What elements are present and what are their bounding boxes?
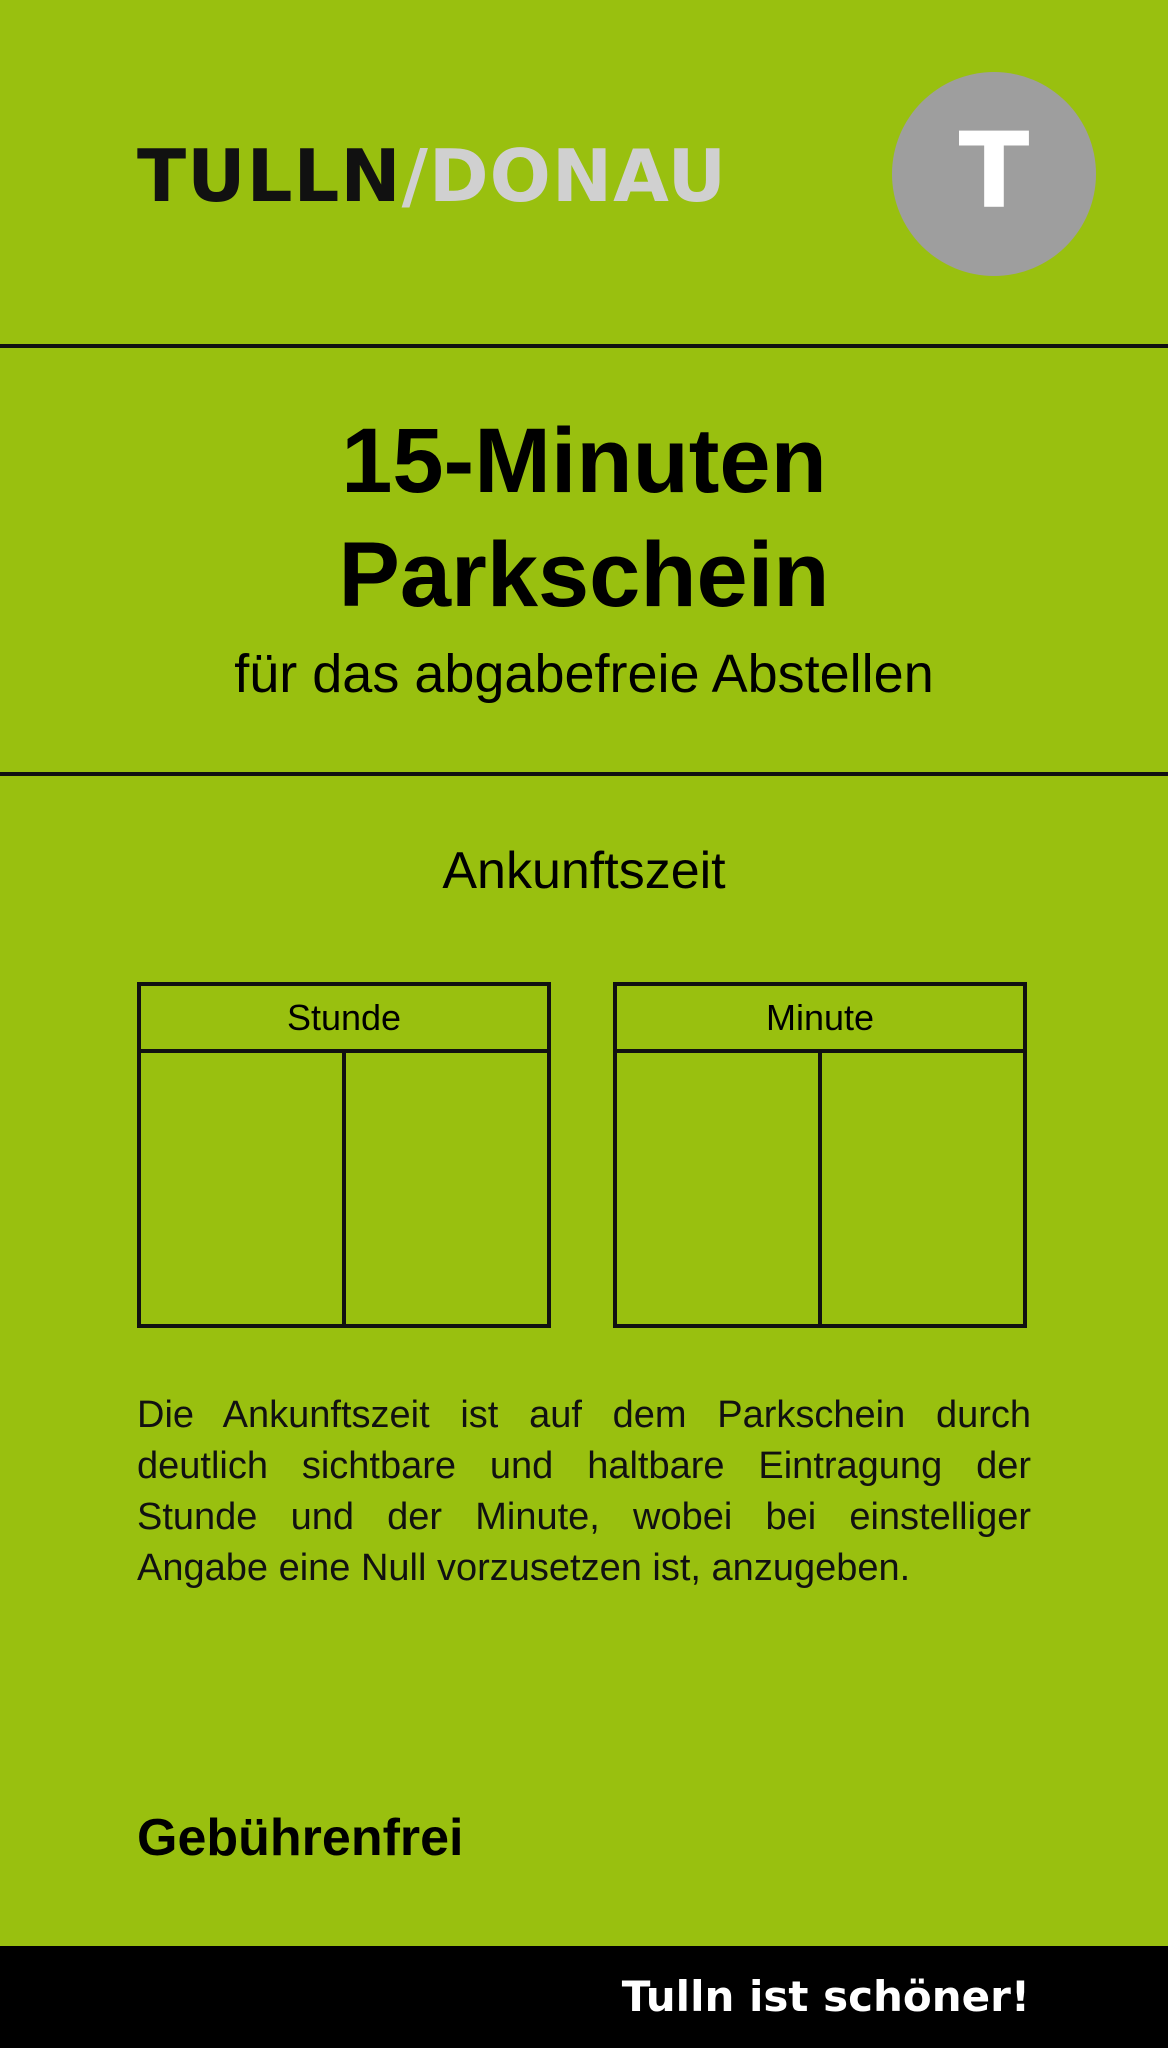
ticket-subtitle: für das abgabefreie Abstellen [234, 644, 934, 704]
middle-divider [0, 772, 1168, 776]
footer-slogan: Tulln ist schöner! [621, 1972, 1030, 2021]
minute-box-label: Minute [617, 986, 1023, 1053]
badge-letter: T [958, 110, 1030, 232]
footer-bar [0, 1946, 1168, 2048]
minute-digit-1-field[interactable] [617, 1053, 818, 1324]
hour-box [137, 982, 551, 1328]
arrival-time-label: Ankunftszeit [442, 842, 726, 900]
fee-label: Gebührenfrei [137, 1809, 464, 1867]
logo-text-donau: /DONAU [401, 134, 728, 218]
minute-digit-2-field[interactable] [818, 1053, 1023, 1324]
instructions-text: Die Ankunftszeit ist auf dem Parkschein durch deutlich sichtbare und haltbare Eintragung der Stunde und der Minute, wobei bei einstelliger Angabe eine Null vorzusetzen ist, anzugeben. [137, 1394, 1031, 1589]
hour-digit-1-field[interactable] [141, 1053, 342, 1324]
tulln-donau-logo [137, 128, 727, 224]
minute-box [613, 982, 1027, 1328]
hour-digit-2-field[interactable] [342, 1053, 547, 1324]
title-line-2: Parkschein [338, 524, 830, 626]
t-badge-icon [892, 72, 1096, 276]
ticket-title [0, 404, 1168, 632]
logo-text-tulln: TULLN [137, 134, 402, 218]
hour-box-label: Stunde [141, 986, 547, 1053]
title-line-1: 15-Minuten [341, 410, 827, 512]
top-divider [0, 344, 1168, 348]
